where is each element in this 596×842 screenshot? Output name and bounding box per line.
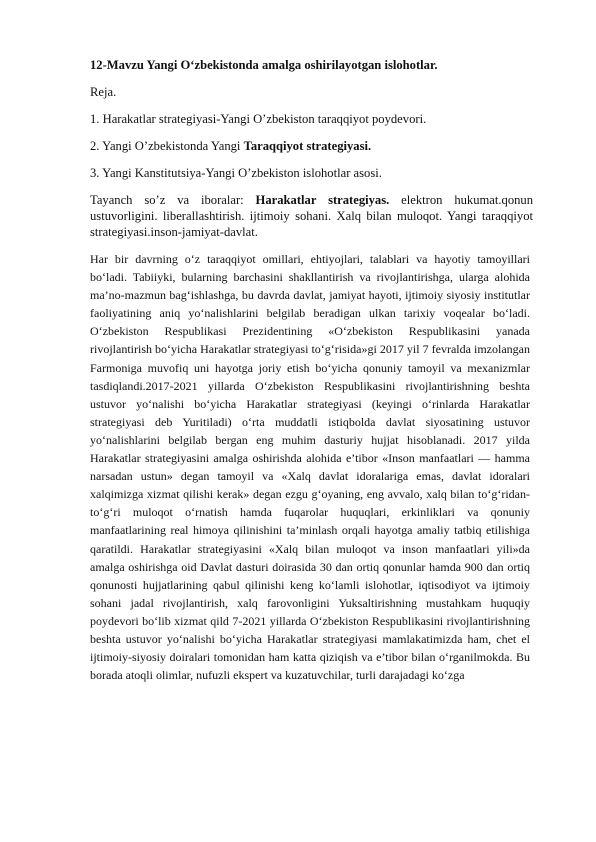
keywords-rest: elektron hukumat.qonun ustuvorligini. liberallashtirish. ijtimoiy sohani. Xalq bilan muloqot. Yangi taraqqiyot strategiyasi.inson-jamiyat-davlat. xyxy=(90,193,534,239)
page-title: 12-Mavzu Yangi O‘zbekistonda amalga oshirilayotgan islohotlar. xyxy=(90,58,438,72)
plan-item-3-text: 3. Yangi Kanstitutsiya-Yangi O’zbekiston islohotlar asosi. xyxy=(90,166,382,180)
plan-item-1 xyxy=(90,111,533,127)
plan-heading: Reja. xyxy=(90,85,117,99)
plan-item-3 xyxy=(90,165,533,181)
plan-item-2-text: 2. Yangi O’zbekistonda Yangi xyxy=(90,139,244,153)
keywords-paragraph xyxy=(90,192,533,240)
keywords-prefix: Tayanch so’z va iboralar: xyxy=(90,193,256,207)
keywords-bold: Harakatlar strategiyas. xyxy=(255,193,390,207)
plan-item-2 xyxy=(90,138,533,154)
plan-item-2-bold: Taraqqiyot strategiyasi. xyxy=(243,139,372,153)
body-paragraph: Har bir davrning o‘z taraqqiyot omillari, ehtiyojlari, talablari va hayotiy tamoyillari bo‘ladi. Tabiiyki, bularning barchasini shakllantirish va rivojlantirishga, ularga alohida ma’no-mazmun bag‘ishlashga, bu davrda davlat, jamiyat hayoti, ijtimoiy siyosiy institutlar faoliyatining aniq yo‘nalishlarini belgilab beradigan ulkan tarixiy voqealar bo‘ladi. O‘zbekiston Respublikasi Prezidentining «O‘zbekiston Respublikasini yanada rivojlantirish bo‘yicha Harakatlar strategiyasi to‘g‘risida»gi 2017 yil 7 fevralda imzolangan Farmoniga muvofiq uni hayotga joriy etish bo‘yicha qonuniy tamoyil va mexanizmlar tasdiqlandi.2017-2021 yillarda O‘zbekiston Respublikasini rivojlantirishning beshta ustuvor yo‘nalishi bo‘yicha Harakatlar strategiyasi (keyingi o‘rinlarda Harakatlar strategiyasi deb Yuritiladi) o‘rta muddatli istiqbolda davlat siyosatining ustuvor yo‘nalishlarini belgilab bergan eng muhim dasturiy hujjat hisoblanadi. 2017 yilda Harakatlar strategiyasini amalga oshirishda alohida e’tibor «Inson manfaatlari — hamma narsadan ustun» degan tamoyil va «Xalq davlat idoralariga emas, davlat idoralari xalqimizga xizmat qilishi kerak» degan ezgu g‘oyaning, eng avvalo, xalq bilan to‘g‘ridan-to‘g‘ri muloqot o‘rnatish hamda fuqarolar huquqlari, erkinliklari va qonuniy manfaatlarining real himoya qilinishini ta’minlash orqali hayotga amaliy tatbiq etilishiga qaratildi. Harakatlar strategiyasini «Xalq bilan muloqot va inson manfaatlari yili»da amalga oshirishga oid Davlat dasturi doirasida 30 dan ortiq qonunlar hamda 900 dan ortiq qonunosti hujjatlarining qabul qilinishi keng ko‘lamli islohotlar, iqtisodiyot va ijtimoiy sohani jadal rivojlantirish, xalq farovonligini Yuksaltirishning mustahkam huquqiy poydevori bo‘lib xizmat qild 7-2021 yillarda O‘zbekiston Respublikasini rivojlantirishning beshta ustuvor yo‘nalishi bo‘yicha Harakatlar strategiyasi mamlakatimizda ham, chet el ijtimoiy-siyosiy doiralari tomonidan ham katta qiziqish va e’tibor bilan o‘rganilmokda. Bu borada atoqli olimlar, nufuzli ekspert va kuzatuvchilar, turli darajadagi ko‘zga xyxy=(90,252,530,683)
plan-item-1-text: 1. Harakatlar strategiyasi-Yangi O’zbekiston taraqqiyot poydevori. xyxy=(90,112,427,126)
